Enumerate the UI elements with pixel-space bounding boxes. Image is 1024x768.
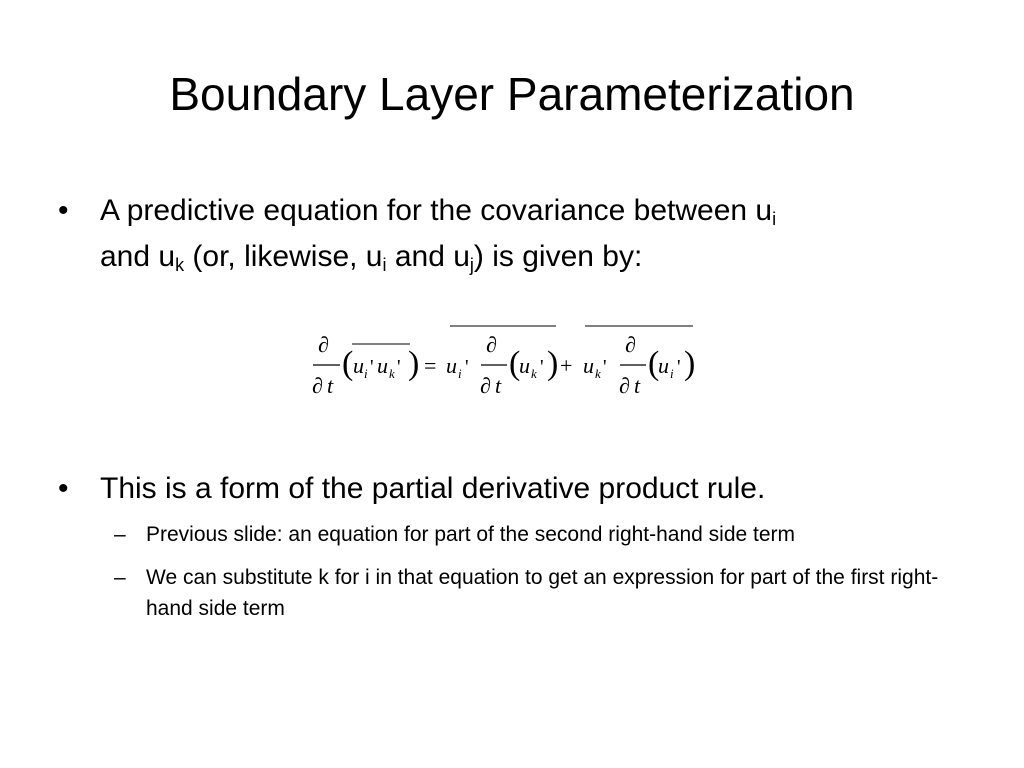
bullet-text [58,188,978,280]
bullet-covariance-equation [58,188,978,280]
eq-partial: ∂ [318,332,329,357]
eq-sub-k: k [531,366,537,381]
text-run: and u [386,240,470,273]
text-run: (or, likewise, u [184,240,383,273]
eq-equals: = [424,353,437,378]
subbullet-marker: – [114,566,126,589]
eq-t: t [634,373,641,398]
subscript: k [175,255,185,275]
eq-prime: ' [677,356,681,378]
eq-u: u [583,353,594,378]
subbullet-marker: – [114,523,126,546]
eq-paren: ) [408,345,420,382]
subbullet-text: We can substitute k for i in that equation to get an expression for part of the first right-hand side term [146,566,939,620]
subbullet-previous-slide [114,519,974,550]
eq-paren: ( [342,345,354,382]
eq-sub-k: k [389,366,395,381]
eq-partial: ∂ [619,373,630,398]
eq-partial: ∂ [486,332,497,357]
eq-u: u [377,353,388,378]
eq-u: u [353,353,364,378]
text-run: ) is given by: [473,240,643,273]
text-run: A predictive equation for the covariance between u [100,194,773,227]
eq-prime: ' [397,356,401,378]
bullet-product-rule [58,466,978,512]
eq-sub-i: i [364,366,368,381]
text-run: and u [100,240,176,273]
subscript: j [469,255,474,275]
eq-partial: ∂ [625,332,636,357]
eq-plus: + [560,353,573,378]
eq-t: t [495,373,502,398]
subscript: i [382,255,387,275]
eq-sub-k: k [595,366,601,381]
eq-paren: ) [684,345,696,382]
eq-paren: ( [509,345,521,382]
eq-partial: ∂ [480,373,491,398]
bullet-marker: • [58,472,69,505]
eq-prime: ' [603,356,607,378]
eq-t: t [327,373,334,398]
eq-prime: ' [370,356,374,378]
eq-prime: ' [465,356,469,378]
bullet-text: This is a form of the partial derivative product rule. [100,472,766,505]
eq-paren: ) [547,345,559,382]
subbullet-text: Previous slide: an equation for part of the second right-hand side term [146,523,796,546]
covariance-equation [300,312,720,412]
eq-paren: ( [648,345,660,382]
eq-partial: ∂ [312,373,323,398]
eq-u: u [658,353,669,378]
subscript: i [772,209,777,229]
eq-u: u [446,353,457,378]
eq-prime: ' [540,356,544,378]
slide-title: Boundary Layer Parameterization [169,68,855,120]
eq-sub-i: i [670,366,674,381]
subbullet-substitute [114,562,974,624]
bullet-marker: • [58,194,69,227]
eq-u: u [519,353,530,378]
eq-sub-i: i [458,366,462,381]
